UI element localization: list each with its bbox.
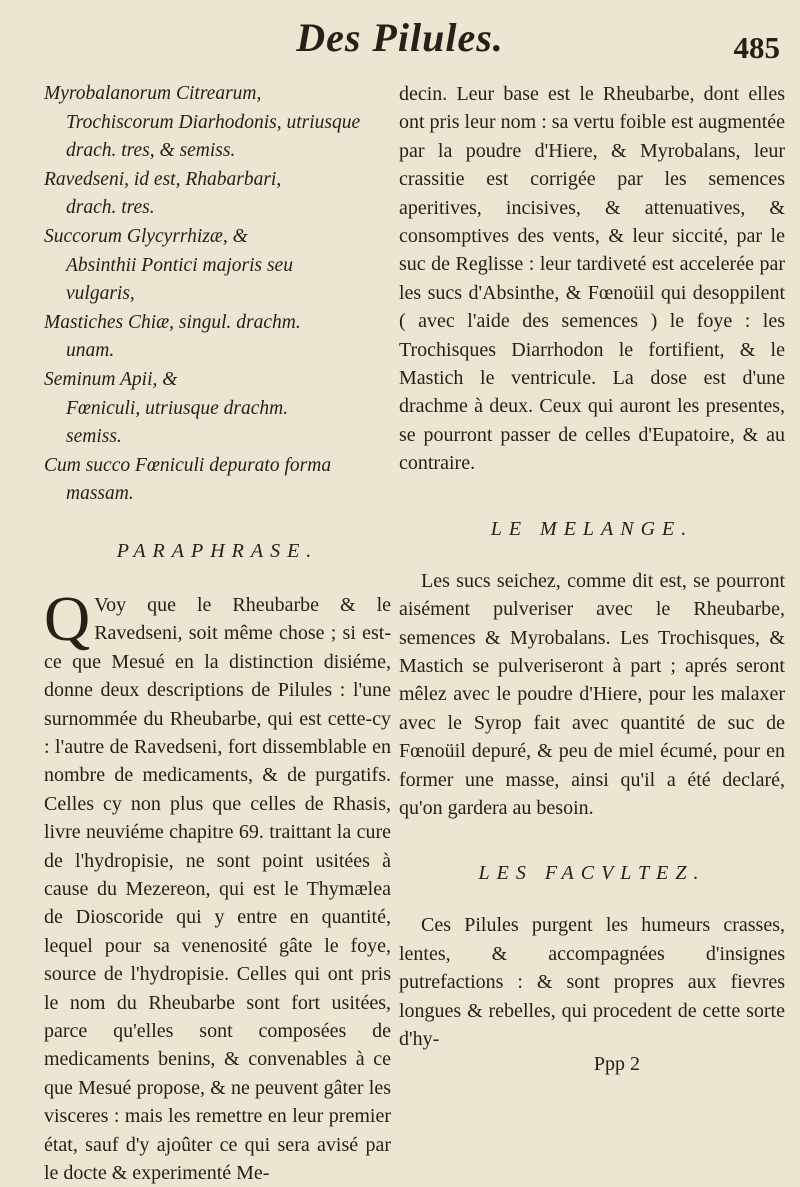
melange-heading: LE MELANGE.	[490, 517, 694, 540]
ingredient-line: Absinthii Pontici majoris seu	[66, 254, 293, 276]
running-title: Des Pilules.	[296, 15, 504, 60]
signature-mark: Ppp 2	[593, 1053, 640, 1076]
drop-cap: Q	[44, 582, 91, 654]
ingredient-line: Ravedseni, id est, Rhabarbari,	[44, 168, 282, 190]
ingredient-line: Trochiscorum Diarhodonis, utriusque	[66, 111, 361, 133]
ingredient-list	[44, 80, 391, 509]
ingredient-line: Cum succo Fœniculi depurato forma	[44, 454, 332, 476]
ingredient-line: unam.	[66, 340, 115, 362]
ingredient-line: drach. tres.	[66, 197, 155, 219]
ingredient-line: massam.	[66, 483, 134, 505]
paraphrase-heading: PARAPHRASE.	[116, 539, 319, 562]
page-number: 485	[733, 30, 780, 65]
ingredient-line: Succorum Glycyrrhizæ, &	[44, 225, 248, 247]
ingredient-line: vulgaris,	[66, 283, 135, 305]
facultez-text: Ces Pilules purgent les humeurs crasses, lentes, & accompagnées d'insignes putrefactions : & sont propres aux fievres longues & rebelles, qui procedent de cette sorte d'hy-	[399, 914, 785, 1050]
facultez-heading: LES FACVLTEZ.	[478, 862, 706, 885]
ingredient-line: Myrobalanorum Citrearum,	[44, 83, 262, 104]
left-column	[44, 80, 391, 1187]
right-column	[399, 80, 785, 1076]
ingredient-line: drach. tres, & semiss.	[66, 140, 236, 162]
melange-text: Les sucs seichez, comme dit est, se pourront aisément pulveriser avec le Rheubarbe, semences & Myrobalans. Les Trochisques, & Mastich se pulveriseront à part ; aprés seront mêlez avec le poudre d'Hiere, pour les malaxer avec le Syrop fait avec quantité de suc de Fœnoüil depuré, & peu de miel écumé, pour en former une masse, ainsi qu'il a été declaré, qu'on gardera au besoin.	[399, 569, 785, 819]
ingredient-line: Seminum Apii, &	[44, 368, 178, 390]
ingredient-line: Fœniculi, utriusque drachm.	[66, 397, 289, 419]
paraphrase-text: Q Voy que le Rheubarbe & le Ravedseni, soit même chose ; si est-ce que Mesué en la distinction disiéme, donne deux descriptions de Pilules : l'une surnommée du Rheubarbe, qui est cette-cy : l'autre de Ravedseni, fort dissemblable en nombre de medicaments, & de purgatifs. Celles cy non plus que celles de Rhasis, livre neuviéme chapitre 69. traittant la cure de l'hydropisie, ne sont point usitées à cause du Mezereon, qui est le Thymælea de Dioscoride qui y entre en quantité, lequel pour sa venenosité gâte le foye, source de l'hydropisie. Celles qui ont pris le nom du Rheubarbe sont fort usitées, parce qu'elles sont composées de medicaments benins, & convenables à ce que Mesué propose, & ne peuvent gâter les visceres : mais les remettre en leur premier état, sauf d'y ajoûter ce qui sera avisé par le docte & experimenté Me-	[44, 582, 391, 1185]
ingredient-line: semiss.	[66, 426, 122, 448]
ingredient-line: Mastiches Chiæ, singul. drachm.	[44, 311, 301, 333]
continued-text: decin. Leur base est le Rheubarbe, dont elles ont pris leur nom : sa vertu foible est augmentée par la poudre d'Hiere, & Myrobalans, leur crassitie est corrigée par les semences aperitives, incisives, & attenuatives, & consomptives des vents, & leur siccité, par le suc de Reglisse : leur tardiveté est accelerée par les sucs d'Absinthe, & Fœnoüil qui desoppilent ( avec l'aide des semences ) le foye : les Trochisques Diarrhodon le fortifient, & le Mastich le ventricule. La dose est d'une drachme à deux. Ceux qui auront les presentes, se pourront passer de celles d'Eupatoire, & au contraire.	[399, 83, 786, 475]
